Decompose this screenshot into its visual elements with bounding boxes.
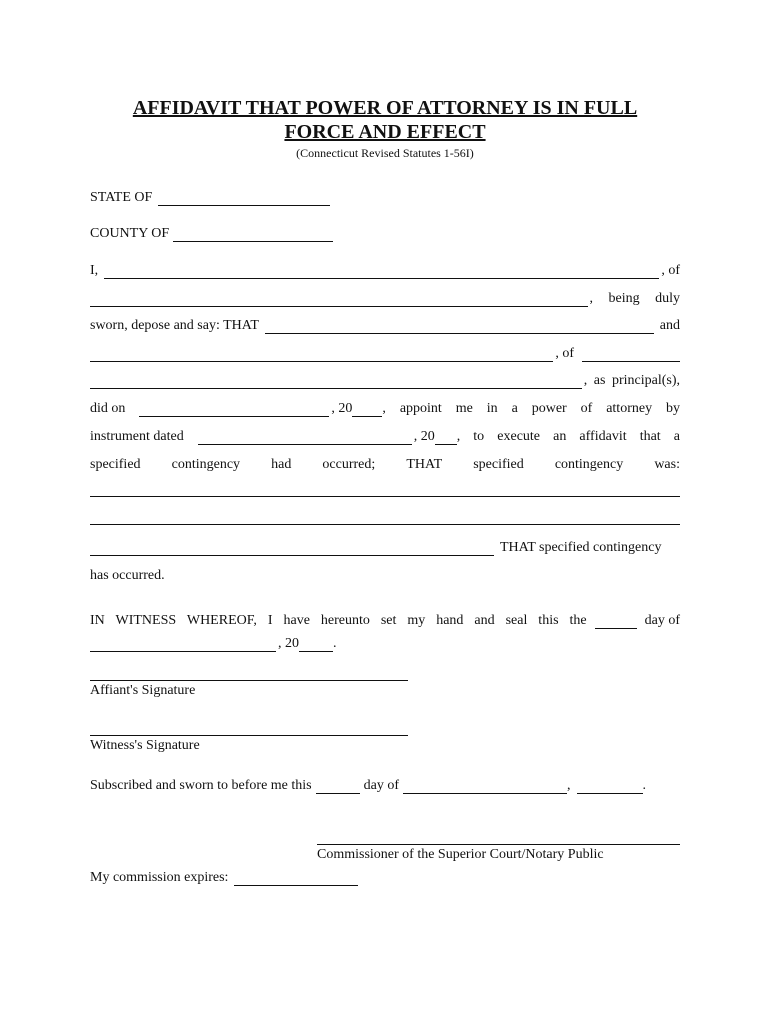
subscribed-month-field[interactable] [403,779,567,794]
appointment-date-field[interactable] [139,402,329,417]
contingency-word: specified [90,457,141,472]
contingency-description-line-2[interactable] [90,524,680,525]
subtitle: (Connecticut Revised Statutes 1-56I) [296,146,474,160]
witness-period: . [333,636,337,651]
witness-comma-20: , 20 [278,636,299,651]
witness-intro-text: IN WITNESS WHEREOF, I have hereunto set my hand and seal this the [90,613,587,628]
witness-date-line [90,632,680,652]
address-line [90,287,680,307]
contingency-description-line-1[interactable] [90,496,680,497]
commissioner-label: Commissioner of the Superior Court/Notary Public [317,847,604,862]
contingency-word: occurred; [322,457,376,472]
principal-name-field-2[interactable] [90,347,553,362]
contingency-word: contingency [554,457,624,472]
instrument-date-field[interactable] [198,430,412,445]
comma-20-text: , 20 [331,401,353,416]
principal-line [90,369,680,389]
appoint-text: , appoint me in a power of attorney by [382,401,680,416]
subscribed-day-of-text: day of [363,778,400,793]
commissioner-signature-line[interactable] [317,844,680,845]
sworn-text: sworn, depose and say: THAT [90,318,259,333]
appointment-year-field[interactable] [352,402,382,417]
commission-expires-field[interactable] [234,871,358,886]
contingency-word: had [271,457,292,472]
state-field[interactable] [158,191,330,206]
subscribed-day-field[interactable] [316,779,360,794]
county-line [90,222,680,242]
has-occurred-line [90,564,680,584]
witness-day-of-text: day of [644,613,680,628]
affiant-signature-line[interactable] [90,680,408,681]
comma-20b-text: , 20 [413,429,435,444]
sworn-line [90,314,680,334]
principal-address-field[interactable] [90,374,582,389]
subscribed-period: . [642,778,647,793]
principal-location-field[interactable] [582,347,680,362]
title-line-2: FORCE AND EFFECT [284,121,486,143]
being-duly-text: , being duly [589,291,680,306]
did-on-line [90,397,680,417]
as-principal-text: , as principal(s), [583,373,680,388]
affiant-name-line [90,259,680,279]
state-label: STATE OF [90,190,153,205]
that-specified-text: THAT specified contingency [500,540,662,555]
i-prefix: I, [90,263,99,278]
witness-signature-line[interactable] [90,735,408,736]
affiant-address-field[interactable] [90,292,588,307]
contingency-word: was: [654,457,680,472]
subscribed-comma: , [567,778,571,793]
contingency-line [90,453,680,473]
subscribed-line [90,774,680,794]
commission-expires-label: My commission expires: [90,870,229,885]
contingency-description-field-3[interactable] [90,541,494,556]
witness-year-field[interactable] [299,637,333,652]
that-specified-line [90,536,680,556]
subscribed-year-field[interactable] [577,779,643,794]
state-line [90,186,680,206]
has-occurred-text: has occurred. [90,568,165,583]
witness-signature-label: Witness's Signature [90,738,200,753]
instrument-dated-line [90,425,680,445]
of-suffix: , of [661,263,680,278]
instrument-dated-text: instrument dated [90,429,184,444]
contingency-word: contingency [171,457,241,472]
instrument-year-field[interactable] [435,430,457,445]
execute-text: , to execute an affidavit that a [456,429,680,444]
contingency-word: specified [473,457,524,472]
principal-name-field[interactable] [265,319,654,334]
contingency-word: THAT [406,457,443,472]
witness-whereof-line [90,609,680,629]
county-field[interactable] [173,227,333,242]
subscribed-text: Subscribed and sworn to before me this [90,778,312,793]
witness-day-field[interactable] [595,614,637,629]
witness-month-field[interactable] [90,637,276,652]
county-label: COUNTY OF [90,226,170,241]
did-on-text: did on [90,401,126,416]
commission-expires-line [90,866,680,886]
affiant-name-field[interactable] [104,264,659,279]
and-text: and [659,318,680,333]
of-text: , of [555,346,574,361]
principal-of-line [90,342,680,362]
affiant-signature-label: Affiant's Signature [90,683,196,698]
title-line-1: AFFIDAVIT THAT POWER OF ATTORNEY IS IN FULL [132,97,638,119]
